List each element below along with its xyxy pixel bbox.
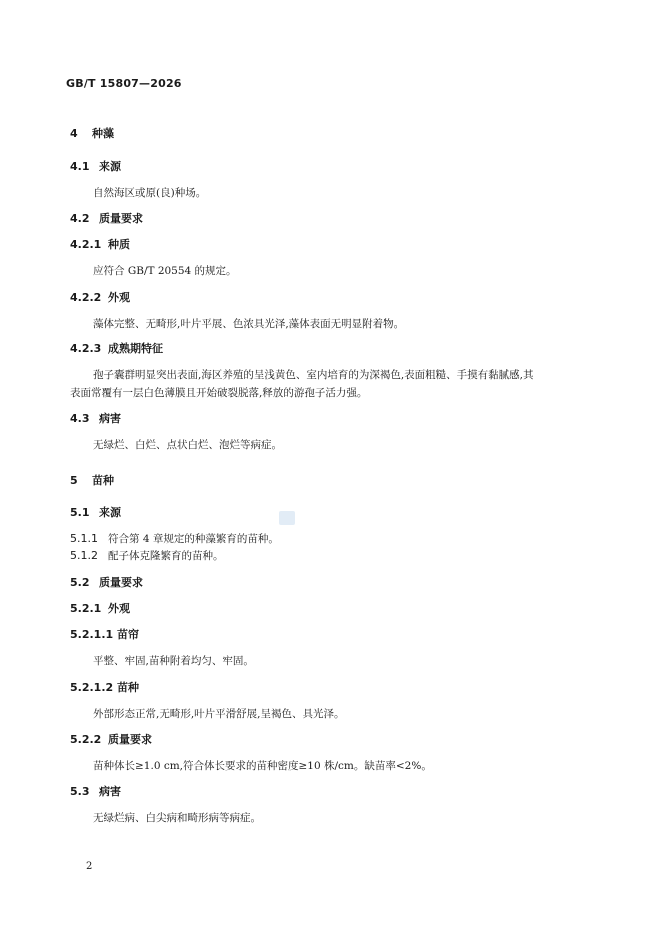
section-number: 4.1 [70,160,90,173]
section-number: 5.2 [70,576,90,589]
section-title: 病害 [99,785,121,798]
clause-text: 符合第 4 章规定的种藻繁育的苗种。 [108,533,279,545]
section-title: 苗种 [92,474,114,487]
paragraph: 藻体完整、无畸形,叶片平展、色浓具光泽,藻体表面无明显附着物。 [93,318,405,330]
section-title: 种质 [108,238,130,251]
subsection-heading [70,785,121,799]
section-title: 成熟期特征 [108,342,163,355]
clause-number: 5.1.1 [70,532,98,545]
section-title: 来源 [99,506,121,519]
paragraph: 无绿烂、白烂、点状白烂、泡烂等病症。 [93,439,282,451]
clause-text: 配子体克隆繁育的苗种。 [108,550,224,562]
section-number: 4.2.2 [70,291,102,304]
subsection-heading [70,291,130,305]
standard-number: GB/T 15807—2026 [66,77,182,90]
clause-item [70,549,224,563]
section-number: 5.1 [70,506,90,519]
section-number: 5 [70,474,78,487]
paragraph: 平整、牢固,苗种附着均匀、牢固。 [93,655,254,667]
section-number: 4.2.3 [70,342,102,355]
subsection-heading [70,681,139,695]
section-heading [70,474,114,488]
section-title: 质量要求 [99,212,143,225]
section-title: 病害 [99,412,121,425]
paragraph-line: 表面常覆有一层白色薄膜且开始破裂脱落,释放的游孢子活力强。 [70,387,368,399]
paragraph: 无绿烂病、白尖病和畸形病等病症。 [93,812,261,824]
section-title: 来源 [99,160,121,173]
paragraph: 自然海区或原(良)种场。 [93,187,207,199]
paragraph: 外部形态正常,无畸形,叶片平滑舒展,呈褐色、具光泽。 [93,708,345,720]
subsection-heading [70,412,121,426]
section-title: 苗帘 [117,628,139,641]
section-number: 5.2.2 [70,733,102,746]
paragraph: 苗种体长≥1.0 cm,符合体长要求的苗种密度≥10 株/cm。缺苗率<2%。 [93,760,432,772]
section-number: 4.3 [70,412,90,425]
subsection-heading [70,733,152,747]
section-number: 4.2.1 [70,238,102,251]
paragraph-line: 孢子囊群明显突出表面,海区养殖的呈浅黄色、室内培育的为深褐色,表面粗糙、手摸有黏腻感,其 [93,369,534,381]
section-title: 质量要求 [99,576,143,589]
section-number: 5.2.1.1 [70,628,114,641]
subsection-heading [70,238,130,252]
section-title: 质量要求 [108,733,152,746]
clause-item [70,532,279,546]
section-title: 种藻 [92,127,114,140]
page-number: 2 [86,861,93,872]
subsection-heading [70,628,139,642]
section-title: 苗种 [117,681,139,694]
subsection-heading [70,212,143,226]
subsection-heading [70,602,130,616]
subsection-heading [70,342,163,356]
section-number: 4.2 [70,212,90,225]
watermark-logo [279,511,295,525]
subsection-heading [70,576,143,590]
section-heading [70,127,114,141]
section-title: 外观 [108,291,130,304]
clause-number: 5.1.2 [70,549,98,562]
paragraph: 应符合 GB/T 20554 的规定。 [93,265,237,277]
section-title: 外观 [108,602,130,615]
subsection-heading [70,160,121,174]
section-number: 4 [70,127,78,140]
section-number: 5.2.1.2 [70,681,114,694]
section-number: 5.3 [70,785,90,798]
subsection-heading [70,506,121,520]
section-number: 5.2.1 [70,602,102,615]
